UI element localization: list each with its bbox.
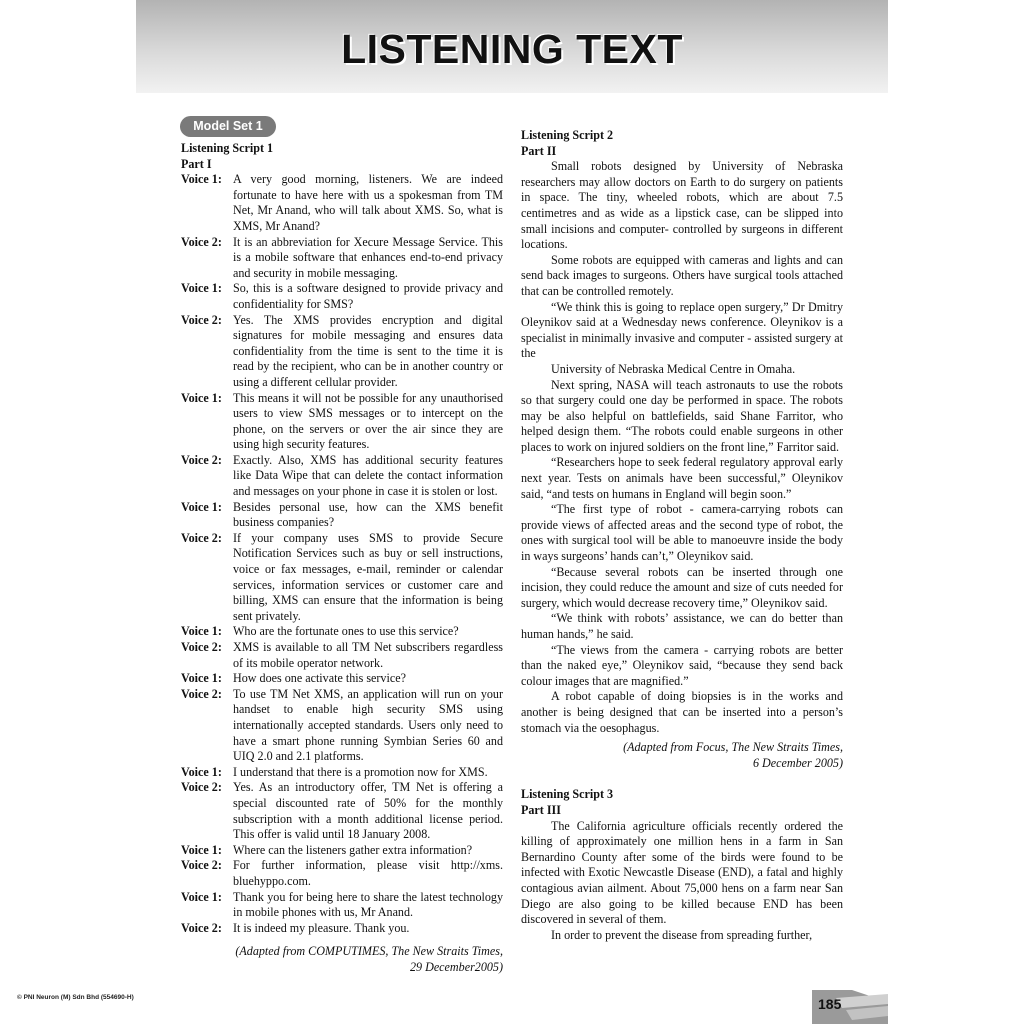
paragraph: “The first type of robot - camera-carrying robots can provide views of affected areas and the second type of robot, the ones with surgical tool will be able to manoeuvre inside the body in ways surgeons’ hands can’t,” Oleynikov said. (521, 502, 843, 564)
script1-part: Part I (181, 156, 212, 171)
dialogue-line (181, 281, 503, 312)
voice-label: Voice 1: (181, 499, 222, 514)
script2-source-line1: (Adapted from Focus, The New Straits Times, (623, 740, 843, 755)
dialogue-line (181, 313, 503, 391)
paragraph: Some robots are equipped with cameras and lights and can send back images to surgeons. Others have surgical tools attached that can be controlled remotely. (521, 252, 843, 298)
voice-text: Yes. The XMS provides encryption and digital signatures for mobile messaging and ensures data confidentiality from the time is sent to the time it is read by the recipient, who can be in another country or using a different cellular provider. (233, 312, 503, 389)
voice-text: Besides personal use, how can the XMS benefit business companies? (233, 499, 503, 530)
voice-label: Voice 2: (181, 640, 222, 654)
paragraph: The California agriculture officials recently ordered the killing of approximately one million hens in a farm in San Bernardino County after some of the birds were found to be infected with Exotic Newcastle Disease (END), a fatal and highly contagious avian ailment. About 75,000 hens on a farm near San Diego are also going to be killed because END has been discovered in several of them. (521, 818, 843, 927)
voice-text: Who are the fortunate ones to use this service? (233, 624, 459, 639)
script1-dialogue (181, 172, 503, 936)
dialogue-line (181, 671, 503, 687)
dialogue-line (181, 172, 503, 234)
dialogue-line (181, 843, 503, 859)
voice-label: Voice 1: (181, 889, 222, 904)
voice-text: How does one activate this service? (233, 671, 406, 686)
header-banner (136, 0, 888, 93)
script2-part: Part II (521, 143, 557, 158)
left-column (181, 141, 503, 975)
voice-label: Voice 2: (181, 780, 222, 795)
page-title: LISTENING TEXT (341, 26, 683, 72)
dialogue-line (181, 624, 503, 640)
script2-source-line2: 6 December 2005) (752, 755, 843, 770)
voice-label: Voice 2: (181, 858, 222, 873)
dialogue-line (181, 500, 503, 531)
voice-text: To use TM Net XMS, an application will run on your handset to enable high security SMS using internationally accepted standards. Users only need to have a smart phone running Symbian Series 60 and UIQ 2.0 and 2.1 platforms. (233, 686, 503, 764)
voice-label: Voice 1: (181, 842, 222, 857)
paragraph: Small robots designed by University of Nebraska researchers may allow doctors on Earth to do surgery on patients in space. The tiny, wheeled robots, which are about 7.5 centimetres and as wide as a lipstick case, can be slipped into small incisions and computer- controlled by surgeons in different locations. (521, 159, 843, 252)
dialogue-line (181, 765, 503, 781)
voice-label: Voice 1: (181, 172, 222, 187)
paragraph: “We think this is going to replace open surgery,” Dr Dmitry Oleynikov said at a Wednesday news conference. Oleynikov is a specialist in minimally invasive and computer - assisted surgery at the (521, 299, 843, 361)
voice-text: This means it will not be possible for any unauthorised users to view SMS messages or to intercept on the phone, on the servers or over the air since they are using high security features. (233, 390, 503, 452)
paragraph: University of Nebraska Medical Centre in Omaha. (551, 361, 796, 376)
script3-body (521, 819, 843, 944)
right-column (521, 128, 843, 943)
dialogue-line (181, 235, 503, 282)
voice-label: Voice 2: (181, 530, 222, 545)
voice-label: Voice 1: (181, 624, 222, 639)
voice-text: Exactly. Also, XMS has additional security features like Data Wipe that can delete the contact information and messages on your phone in case it is stolen or lost. (233, 452, 503, 499)
section-gap (521, 771, 843, 787)
page-number: 185 (818, 996, 842, 1012)
copyright-footer: © PNI Neuron (M) Sdn Bhd (554690-H) (17, 994, 134, 1001)
paragraph: A robot capable of doing biopsies is in the works and another is being designed that can be inserted into a person’s stomach via the oesophagus. (521, 689, 843, 735)
voice-label: Voice 2: (181, 920, 222, 935)
voice-text: For further information, please visit http://xms. bluehyppo.com. (233, 858, 503, 888)
voice-text: A very good morning, listeners. We are indeed fortunate to have here with us a spokesman from TM Net, Mr Anand, who will talk about XMS. So, what is XMS, Mr Anand? (233, 172, 503, 233)
dialogue-line (181, 453, 503, 500)
dialogue-line (181, 640, 503, 671)
voice-label: Voice 2: (181, 234, 222, 249)
paragraph: “The views from the camera - carrying robots are better than the naked eye,” Oleynikov said, “because they send back colour images that are magnified.” (521, 642, 843, 688)
dialogue-line (181, 687, 503, 765)
voice-text: I understand that there is a promotion now for XMS. (233, 764, 488, 779)
script1-source-line2: 29 December2005) (409, 959, 503, 974)
script2-title: Listening Script 2 (521, 128, 614, 142)
paragraph: “We think with robots’ assistance, we can do better than human hands,” he said. (521, 611, 843, 641)
voice-text: Yes. As an introductory offer, TM Net is offering a special discounted rate of 50% for the monthly subscription with a month additional license period. This offer is valid until 18 January 2008. (233, 780, 503, 842)
dialogue-line (181, 858, 503, 889)
document-page (136, 0, 888, 1024)
paragraph: In order to prevent the disease from spreading further, (551, 927, 813, 942)
paragraph: “Because several robots can be inserted through one incision, they could reduce the amount and size of cuts needed for surgery, which would decrease recovery time,” Oleynikov said. (521, 564, 843, 610)
paragraph: Next spring, NASA will teach astronauts to use the robots so that surgery could one day be performed in space. The robots may be also helpful on battlefields, said Shane Farritor, who helped design them. “The robots could enable surgeons in other places to work on injured soldiers on the front line,” Farritor said. (521, 377, 843, 454)
voice-text: Thank you for being here to share the latest technology in mobile phones with us, Mr Anand. (233, 889, 503, 920)
voice-text: If your company uses SMS to provide Secure Notification Services such as buy or sell instructions, voice or fax messages, e-mail, reminder or calendar services, information services or customer care and billing, XMS can ensure that the information is being sent privately. (233, 530, 503, 623)
script2-source (521, 740, 843, 771)
script3-part: Part III (521, 802, 561, 817)
voice-label: Voice 1: (181, 764, 222, 779)
script1-title: Listening Script 1 (181, 141, 274, 155)
voice-text: It is an abbreviation for Xecure Message Service. This is a mobile software that enhances end-to-end privacy and security in mobile messaging. (233, 234, 503, 280)
voice-label: Voice 2: (181, 686, 222, 701)
voice-label: Voice 1: (181, 390, 222, 405)
model-set-badge: Model Set 1 (180, 116, 276, 137)
dialogue-line (181, 921, 503, 937)
voice-text: XMS is available to all TM Net subscribers regardless of its mobile operator network. (233, 640, 503, 670)
script1-source-line1: (Adapted from COMPUTIMES, The New Straits Times, (235, 944, 503, 959)
script2-body (521, 159, 843, 736)
dialogue-line (181, 531, 503, 625)
voice-text: It is indeed my pleasure. Thank you. (233, 920, 410, 935)
paragraph: “Researchers hope to seek federal regulatory approval early next year. Tests on animals have been successful,” Oleynikov said, “and tests on humans in England will begin soon.” (521, 455, 843, 501)
dialogue-line (181, 780, 503, 842)
script3-title: Listening Script 3 (521, 787, 614, 802)
script1-source (181, 944, 503, 975)
dialogue-line (181, 391, 503, 453)
voice-label: Voice 2: (181, 452, 222, 467)
voice-label: Voice 1: (181, 671, 222, 686)
voice-text: Where can the listeners gather extra information? (233, 842, 473, 857)
dialogue-line (181, 890, 503, 921)
voice-label: Voice 2: (181, 312, 222, 327)
voice-text: So, this is a software designed to provide privacy and confidentiality for SMS? (233, 281, 503, 311)
voice-label: Voice 1: (181, 281, 222, 296)
